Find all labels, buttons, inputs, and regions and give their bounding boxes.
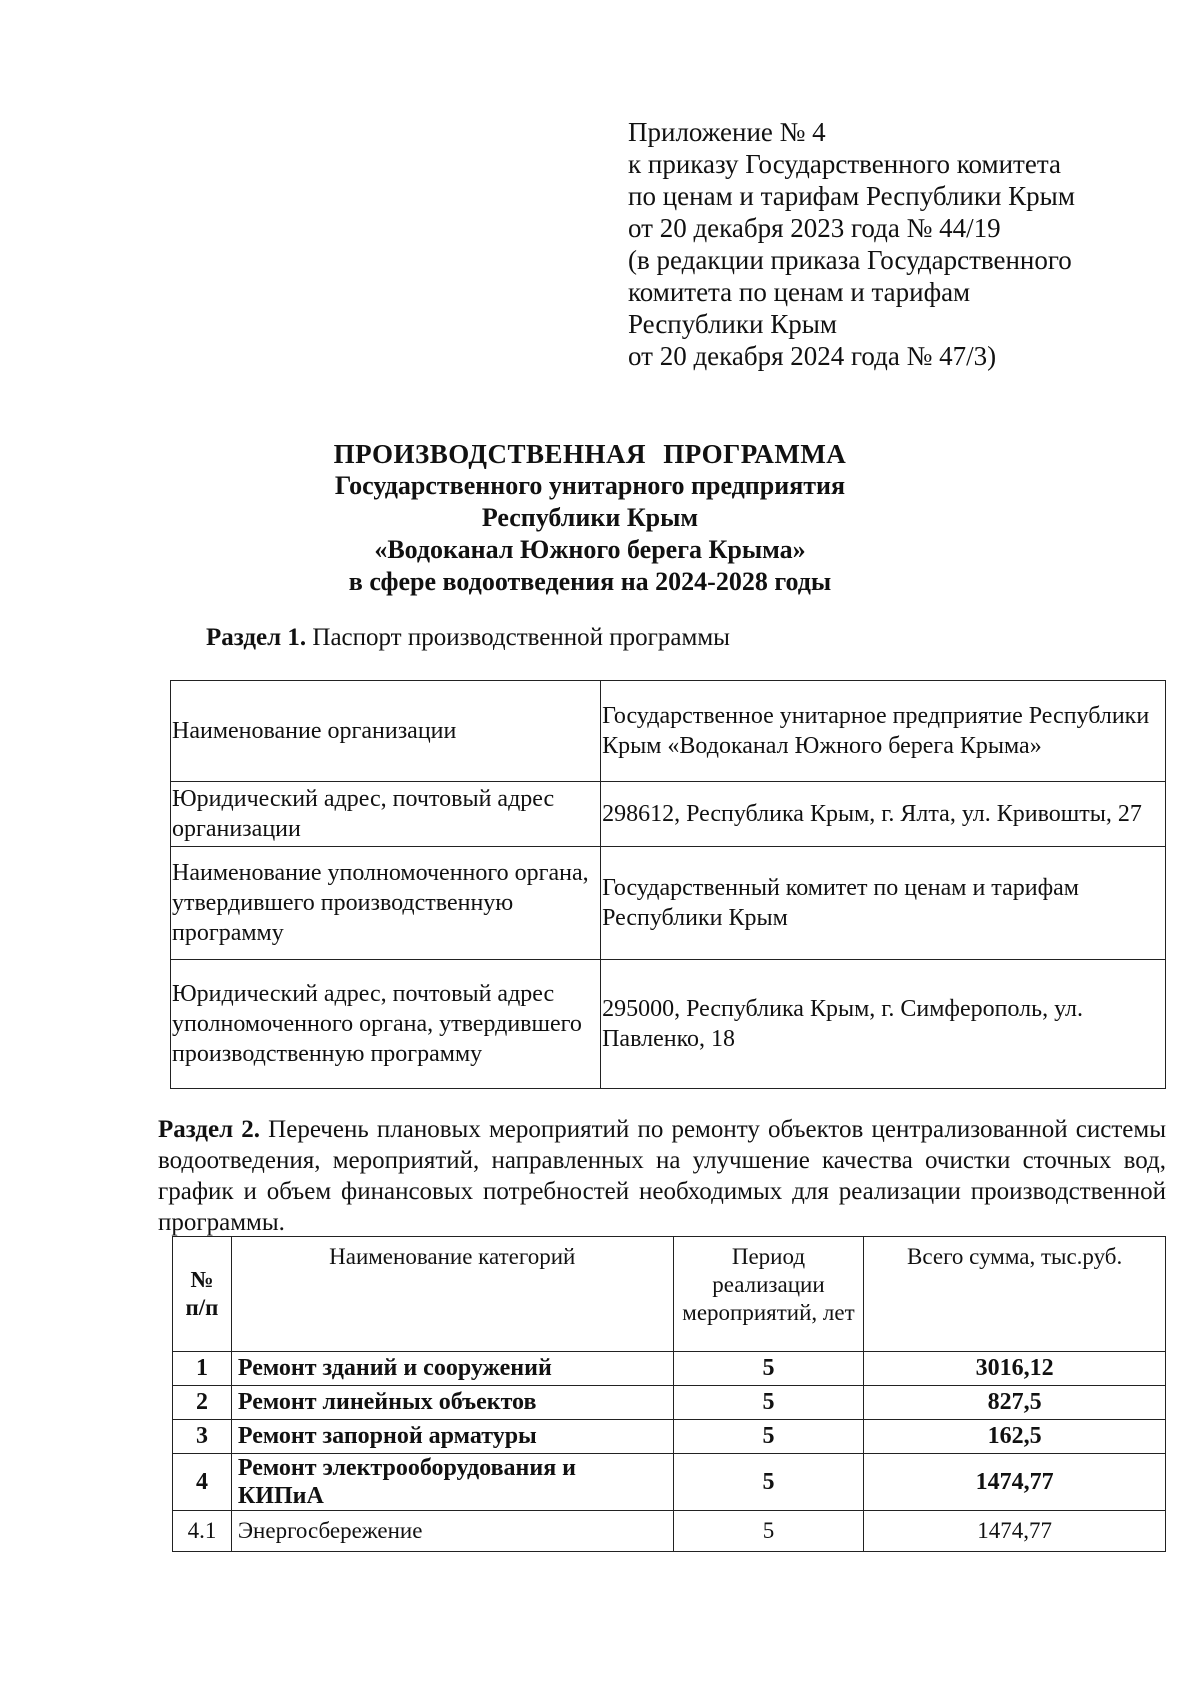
plan-header-row — [173, 1237, 1166, 1352]
passport-key: Юридический адрес, почтовый адрес организации — [171, 782, 601, 847]
row-name: Энергосбережение — [231, 1511, 673, 1552]
row-name: Ремонт линейных объектов — [231, 1386, 673, 1420]
section2-paragraph — [158, 1114, 1166, 1238]
passport-key: Юридический адрес, почтовый адрес уполномоченного органа, утвердившего производственную программу — [171, 960, 601, 1089]
row-total: 827,5 — [864, 1386, 1166, 1420]
appendix-line: к приказу Государственного комитета — [628, 149, 1061, 179]
passport-key: Наименование уполномоченного органа, утвердившего производственную программу — [171, 847, 601, 960]
title-main: ПРОИЗВОДСТВЕННАЯ ПРОГРАММА — [333, 439, 847, 469]
appendix-line: от 20 декабря 2023 года № 44/19 — [628, 213, 1001, 243]
section2-label: Раздел 2. — [158, 1116, 261, 1143]
document-title — [150, 438, 1030, 598]
table-row — [173, 1420, 1166, 1454]
passport-table — [170, 680, 1166, 1089]
row-period: 5 — [673, 1420, 864, 1454]
table-row — [173, 1454, 1166, 1511]
appendix-line: Республики Крым — [628, 309, 837, 339]
row-num: 3 — [173, 1420, 232, 1454]
appendix-line: от 20 декабря 2024 года № 47/3) — [628, 341, 997, 371]
passport-value: 298612, Республика Крым, г. Ялта, ул. Кривошты, 27 — [601, 782, 1166, 847]
row-total: 1474,77 — [864, 1511, 1166, 1552]
passport-value: Государственное унитарное предприятие Республики Крым «Водоканал Южного берега Крыма» — [601, 681, 1166, 782]
row-total: 162,5 — [864, 1420, 1166, 1454]
row-period: 5 — [673, 1454, 864, 1511]
section2-text: Перечень плановых мероприятий по ремонту объектов централизованной системы водоотведения, мероприятий, направленных на улучшение качества очистки сточных вод, график и объем финансовых потребностей необходимых для реализации производственной программы. — [158, 1116, 1167, 1236]
section1-text: Паспорт производственной программы — [312, 624, 730, 651]
passport-row — [171, 782, 1166, 847]
row-period: 5 — [673, 1352, 864, 1386]
passport-row — [171, 847, 1166, 960]
row-num: 1 — [173, 1352, 232, 1386]
row-num: 4 — [173, 1454, 232, 1511]
row-total: 3016,12 — [864, 1352, 1166, 1386]
appendix-line: (в редакции приказа Государственного — [628, 245, 1072, 275]
title-line: в сфере водоотведения на 2024-2028 годы — [348, 567, 832, 596]
table-row — [173, 1352, 1166, 1386]
header-period: Период реализации мероприятий, лет — [673, 1237, 864, 1352]
row-period: 5 — [673, 1511, 864, 1552]
title-line: Республики Крым — [481, 503, 699, 532]
row-total: 1474,77 — [864, 1454, 1166, 1511]
passport-value: Государственный комитет по ценам и тарифам Республики Крым — [601, 847, 1166, 960]
row-name: Ремонт электрооборудования и КИПиА — [231, 1454, 673, 1511]
section1-label: Раздел 1. — [206, 624, 307, 651]
table-row — [173, 1511, 1166, 1552]
appendix-line: по ценам и тарифам Республики Крым — [628, 181, 1075, 211]
title-line: «Водоканал Южного берега Крыма» — [374, 535, 806, 564]
header-total: Всего сумма, тыс.руб. — [864, 1237, 1166, 1352]
row-name: Ремонт зданий и сооружений — [231, 1352, 673, 1386]
section1-heading — [206, 624, 730, 652]
row-period: 5 — [673, 1386, 864, 1420]
passport-value: 295000, Республика Крым, г. Симферополь, ул. Павленко, 18 — [601, 960, 1166, 1089]
appendix-header — [628, 116, 1148, 372]
passport-row — [171, 681, 1166, 782]
row-num: 2 — [173, 1386, 232, 1420]
passport-key: Наименование организации — [171, 681, 601, 782]
appendix-line: комитета по ценам и тарифам — [628, 277, 971, 307]
row-name: Ремонт запорной арматуры — [231, 1420, 673, 1454]
appendix-line: Приложение № 4 — [628, 117, 826, 147]
row-num: 4.1 — [173, 1511, 232, 1552]
table-row — [173, 1386, 1166, 1420]
title-line: Государственного унитарного предприятия — [334, 471, 846, 500]
header-name: Наименование категорий — [231, 1237, 673, 1352]
header-num: № п/п — [173, 1237, 232, 1352]
plan-table — [172, 1236, 1166, 1552]
passport-row — [171, 960, 1166, 1089]
